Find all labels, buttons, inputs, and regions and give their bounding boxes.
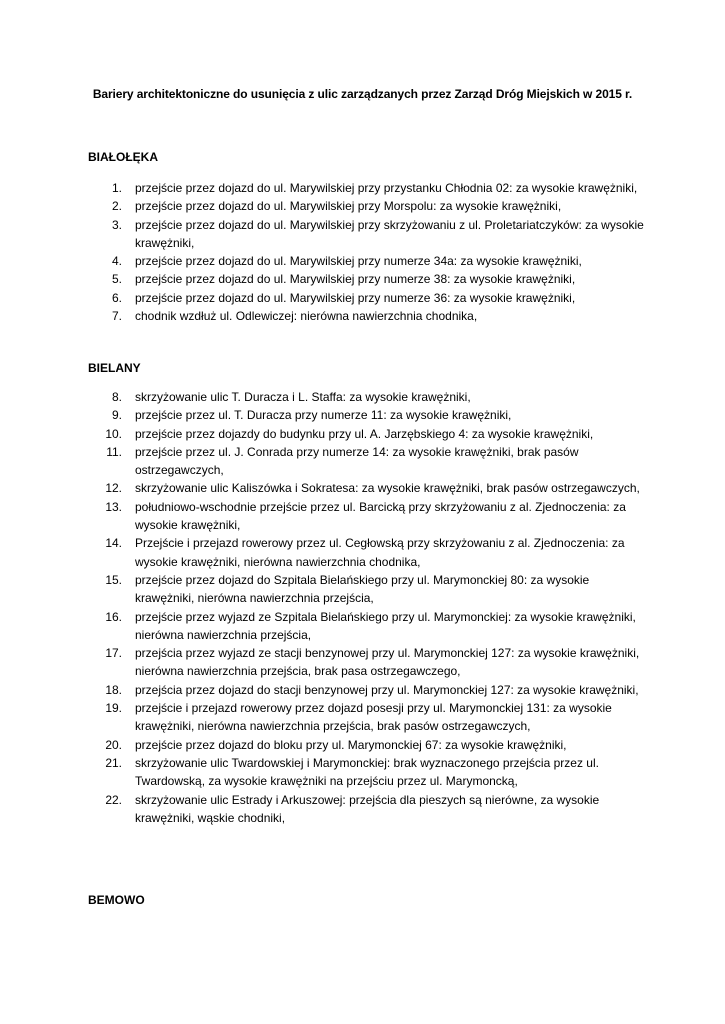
item-number: 1. <box>111 181 122 195</box>
list-item <box>0 425 725 443</box>
item-text: przejście przez dojazdy do budynku przy ul. A. Jarzębskiego 4: za wysokie krawężniki, <box>135 426 594 441</box>
item-text: przejścia przez dojazd do stacji benzynowej przy ul. Marymonckiej 127: za wysokie krawężniki, <box>135 682 639 697</box>
item-number: 17. <box>105 646 122 661</box>
item-number: 8. <box>111 390 122 404</box>
item-number: 12. <box>105 481 122 496</box>
item-text: przejście przez dojazd do ul. Marywilskiej przy numerze 38: za wysokie krawężniki, <box>135 272 576 287</box>
section-heading-bialoleka: BIAŁOŁĘKA <box>88 150 158 164</box>
item-text: przejście przez dojazd do Szpitala Bielańskiego przy ul. Marymonckiej 80: za wysokie krawężniki, nierówna nawierzchnia przejścia, <box>135 572 590 606</box>
list-bielany <box>0 388 725 827</box>
item-number: 3. <box>111 217 122 232</box>
item-text: skrzyżowanie ulic T. Duracza i L. Staffa: za wysokie krawężniki, <box>135 390 471 404</box>
item-text: przejście przez ul. J. Conrada przy numerze 14: za wysokie krawężniki, brak pasów ostrzegawczych, <box>135 444 579 478</box>
list-item <box>0 252 725 270</box>
list-item <box>0 179 725 197</box>
section-heading-bielany: BIELANY <box>88 361 141 375</box>
list-item <box>0 736 725 754</box>
item-text: przejście przez dojazd do bloku przy ul. Marymonckiej 67: za wysokie krawężniki, <box>135 737 567 752</box>
list-item <box>0 289 725 307</box>
item-text: skrzyżowanie ulic Twardowskiej i Marymonckiej: brak wyznaczonego przejścia przez ul. Twardowską, za wysokie krawężniki na przejściu przez ul. Marymoncką, <box>135 755 599 789</box>
list-item <box>0 388 725 406</box>
item-number: 2. <box>111 199 122 214</box>
list-item <box>0 534 725 571</box>
list-item <box>0 754 725 791</box>
list-item <box>0 498 725 535</box>
item-number: 14. <box>105 536 122 551</box>
item-text: przejście i przejazd rowerowy przez dojazd posesji przy ul. Marymonckiej 131: za wysokie krawężniki, nierówna nawierzchnia przejścia, brak pasów ostrzegawczych, <box>135 701 612 734</box>
item-number: 11. <box>106 444 122 459</box>
list-item <box>0 681 725 699</box>
list-item <box>0 791 725 828</box>
item-number: 13. <box>105 499 122 514</box>
item-text: przejście przez dojazd do ul. Marywilskiej przy numerze 34a: za wysokie krawężniki, <box>135 254 582 269</box>
list-item <box>0 270 725 288</box>
list-item <box>0 571 725 608</box>
list-item <box>0 307 725 325</box>
item-number: 7. <box>111 309 122 324</box>
list-item <box>0 644 725 681</box>
list-bialoleka <box>0 179 725 325</box>
list-item <box>0 479 725 497</box>
list-item <box>0 443 725 480</box>
item-number: 6. <box>111 290 122 305</box>
document-title: Bariery architektoniczne do usunięcia z ulic zarządzanych przez Zarząd Dróg Miejskich w 2015 r. <box>92 87 633 101</box>
item-number: 19. <box>105 701 122 716</box>
list-item <box>0 608 725 645</box>
item-number: 15. <box>105 572 122 587</box>
list-item <box>0 699 725 736</box>
item-number: 22. <box>105 792 122 807</box>
item-text: południowo-wschodnie przejście przez ul. Barcicką przy skrzyżowaniu z al. Zjednoczenia: za wysokie krawężniki, <box>135 499 626 533</box>
item-number: 4. <box>111 254 122 269</box>
item-text: Przejście i przejazd rowerowy przez ul. Cegłowską przy skrzyżowaniu z al. Zjednoczenia: za wysokie krawężniki, nierówna nawierzchnia chodnika, <box>135 536 625 569</box>
item-text: przejścia przez wyjazd ze stacji benzynowej przy ul. Marymonckiej 127: za wysokie krawężniki, nierówna nawierzchnia przejścia, brak pasa ostrzegawczego, <box>135 646 640 679</box>
list-item <box>0 216 725 253</box>
item-text: przejście przez dojazd do ul. Marywilskiej przy numerze 36: za wysokie krawężniki, <box>135 290 576 305</box>
item-number: 18. <box>105 682 122 697</box>
item-number: 9. <box>111 408 122 423</box>
item-number: 21. <box>105 755 122 770</box>
list-item <box>0 406 725 424</box>
item-text: przejście przez ul. T. Duracza przy numerze 11: za wysokie krawężniki, <box>135 408 512 423</box>
item-text: skrzyżowanie ulic Kaliszówka i Sokratesa: za wysokie krawężniki, brak pasów ostrzegawczych, <box>135 481 640 496</box>
item-number: 16. <box>105 609 122 624</box>
item-number: 20. <box>105 737 122 752</box>
item-text: przejście przez wyjazd ze Szpitala Bielańskiego przy ul. Marymonckiej: za wysokie krawężniki, nierówna nawierzchnia przejścia, <box>135 609 636 642</box>
item-text: skrzyżowanie ulic Estrady i Arkuszowej: przejścia dla pieszych są nierówne, za wysokie krawężniki, wąskie chodniki, <box>135 792 600 825</box>
item-text: przejście przez dojazd do ul. Marywilskiej przy Morspolu: za wysokie krawężniki, <box>135 199 562 214</box>
item-text: przejście przez dojazd do ul. Marywilskiej przy skrzyżowaniu z ul. Proletariatczyków: za wysokie krawężniki, <box>135 217 644 250</box>
item-text: chodnik wzdłuż ul. Odlewiczej: nierówna nawierzchnia chodnika, <box>135 309 478 324</box>
section-heading-bemowo: BEMOWO <box>88 893 145 907</box>
item-number: 10. <box>105 426 122 441</box>
item-text: przejście przez dojazd do ul. Marywilskiej przy przystanku Chłodnia 02: za wysokie krawężniki, <box>135 181 638 195</box>
list-item <box>0 197 725 215</box>
item-number: 5. <box>111 272 122 287</box>
